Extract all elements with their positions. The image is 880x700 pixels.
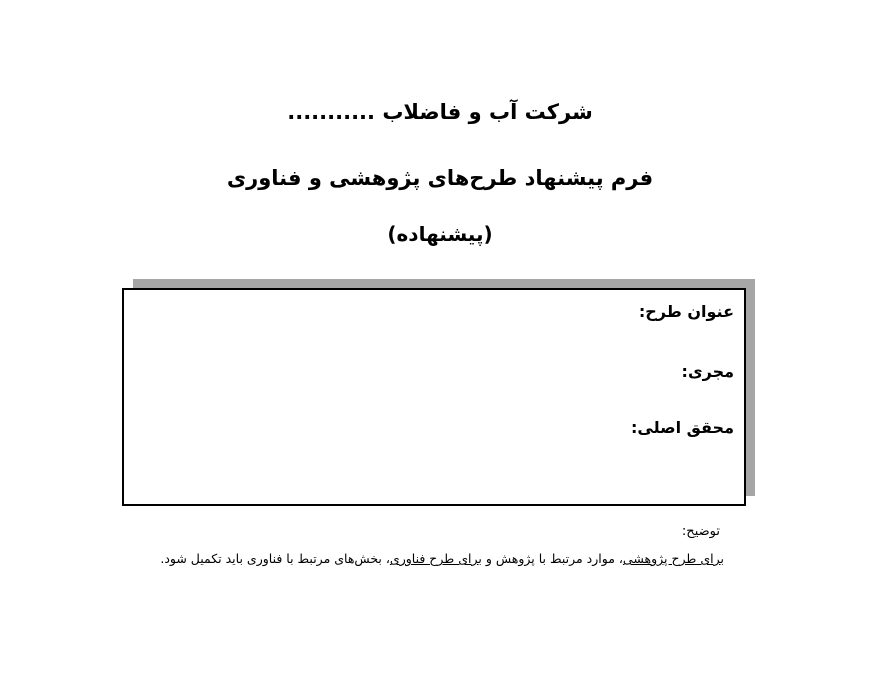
executor-label: مجری:: [681, 362, 734, 381]
principal-investigator-label: محقق اصلی:: [630, 418, 734, 437]
note-text-part2: ، موارد مرتبط با پژوهش و: [481, 551, 623, 566]
note-research-underlined: برای طرح پژوهشی: [622, 551, 724, 566]
info-box: [122, 288, 746, 506]
note-text: [160, 551, 724, 566]
project-title-label: عنوان طرح:: [638, 302, 734, 321]
note-label: توضیح:: [681, 524, 720, 539]
company-title: شرکت آب و فاضلاب ...........: [287, 100, 593, 124]
note-technology-underlined: برای طرح فناوری: [389, 551, 482, 566]
form-subtitle: (پیشنهاده): [387, 222, 493, 246]
note-text-part4: ، بخش‌های مرتبط با فناوری باید تکمیل شود.: [160, 551, 390, 566]
form-title: فرم پیشنهاد طرح‌های پژوهشی و فناوری: [226, 166, 654, 190]
